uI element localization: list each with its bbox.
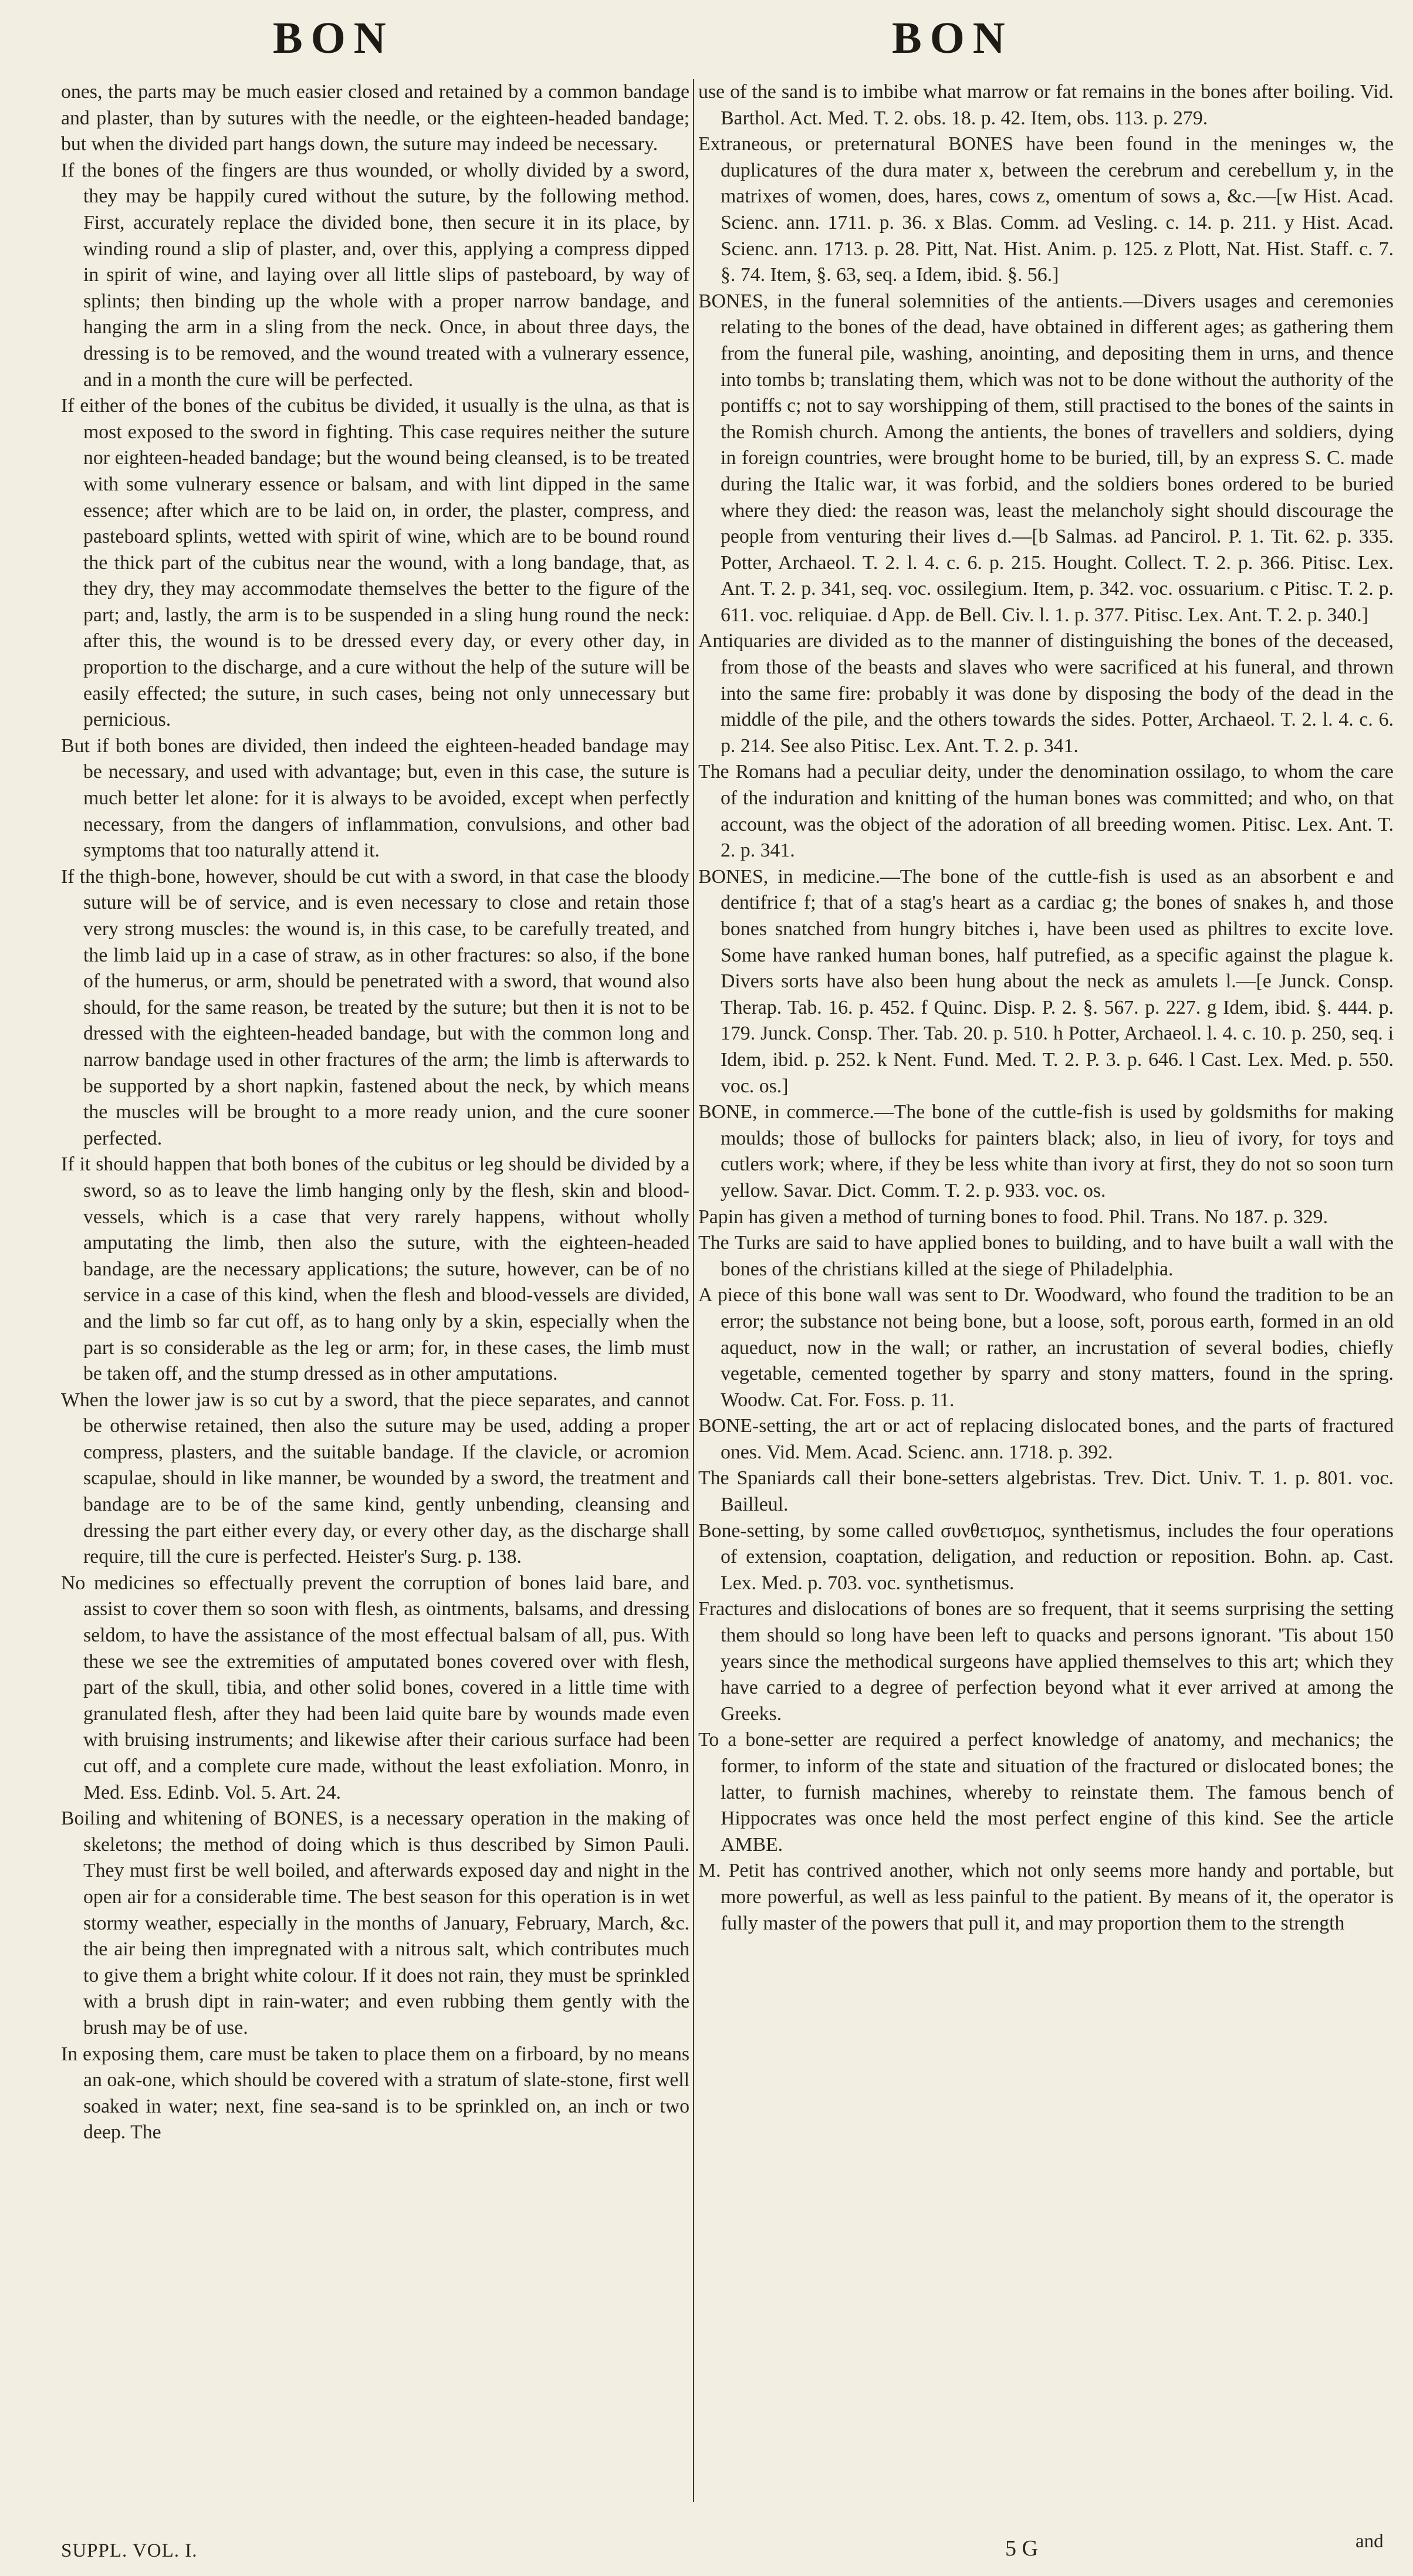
paragraph: In exposing them, care must be taken to place them on a firboard, by no means an oak-one, which should be covered with a stratum of slate-stone, first well soaked in water; next, fine sea-sand is to be sprinkled on, an inch or two deep. The bbox=[61, 2043, 689, 2144]
paragraph: use of the sand is to imbibe what marrow or fat remains in the bones after boiling. Vid. Barthol. Act. Med. T. 2. obs. 18. p. 42. Item, obs. 113. p. 279. bbox=[698, 81, 1394, 129]
paragraph: If either of the bones of the cubitus be divided, it usually is the ulna, as that is most exposed to the sword in fighting. This case requires neither the suture nor eighteen-headed bandage; but the wound being cleansed, is to be treated with some vulnerary essence or balsam, and with lint dipped in the same essence; after which are to be laid on, in order, the plaster, compress, and pasteboard splints, wetted with spirit of wine, which are to be bound round the thick part of the cubitus near the wound, with a long bandage, that, as they dry, they may accommodate themselves the better to the figure of the part; and, lastly, the arm is to be suspended in a sling hung round the neck: after this, the wound is to be dressed every day, or every other day, in proportion to the discharge, and a cure without the help of the suture will be easily effected; the suture, in such cases, being not only unnecessary but pernicious. bbox=[61, 395, 689, 731]
paragraph: When the lower jaw is so cut by a sword, that the piece separates, and cannot be otherwise retained, then also the suture may be used, adding a proper compress, plasters, and the suitable bandage. If the clavicle, or acromion scapulae, should in like manner, be wounded by a sword, the treatment and bandage are to be of the same kind, gently unbending, cleansing and dressing the part either every day, or every other day, as the discharge shall require, till the cure is perfected. Heister's Surg. p. 138. bbox=[61, 1389, 689, 1568]
paragraph: Bone-setting, by some called συνθετισμος, synthetismus, includes the four operations of extension, coaptation, deligation, and reduction or reposition. Bohn. ap. Cast. Lex. Med. p. 703. voc. synthetismus. bbox=[698, 1519, 1394, 1594]
paragraph: ones, the parts may be much easier closed and retained by a common bandage and plaster, than by sutures with the needle, or the eighteen-headed bandage; but when the divided part hangs down, the suture may indeed be necessary. bbox=[61, 81, 689, 155]
entry-bone-setting: BONE-setting, the art or act of replacing dislocated bones, and the parts of fractured ones. Vid. Mem. Acad. Scienc. ann. 1718. p. 392. bbox=[698, 1415, 1394, 1463]
running-head-left: BON bbox=[273, 13, 394, 63]
paragraph: Papin has given a method of turning bones to food. Phil. Trans. No 187. p. 329. bbox=[698, 1206, 1329, 1228]
entry-bone-commerce: BONE, in commerce.—The bone of the cuttle-fish is used by goldsmiths for making moulds; those of bullocks for painters black; also, in lieu of ivory, for toys and cutlers work; where, if they be less white than ivory at first, they do not so soon turn yellow. Savar. Dict. Comm. T. 2. p. 933. voc. os. bbox=[698, 1101, 1394, 1201]
running-head-right: BON bbox=[892, 13, 1013, 63]
paragraph: If it should happen that both bones of the cubitus or leg should be divided by a sword, so as to leave the limb hanging only by the flesh, skin and blood-vessels, which is a case that very rarely happens, without wholly amputating the limb, then also the suture, with the eighteen-headed bandage, are the necessary applications; the suture, however, can be of no service in a case of this kind, when the flesh and blood-vessels are divided, and the limb so far cut off, as to hang only by a skin, especially when the part is so considerable as the leg or arm; for, in these cases, the limb must be taken off, and the stump dressed as in other amputations. bbox=[61, 1153, 689, 1385]
catchword: and bbox=[1355, 2531, 1384, 2552]
paragraph: But if both bones are divided, then indeed the eighteen-headed bandage may be necessary, and used with advantage; but, even in this case, the suture is much better let alone: for it is always to be avoided, except when perfectly necessary, from the dangers of inflammation, convulsions, and other bad symptoms that too naturally attend it. bbox=[61, 734, 689, 862]
right-column bbox=[698, 79, 1394, 1937]
paragraph: A piece of this bone wall was sent to Dr. Woodward, who found the tradition to be an error; the substance not being bone, but a loose, soft, porous earth, formed in an old aqueduct, now in the wall; or rather, an incrustation of several bodies, chiefly vegetable, cemented together by sparry and stony matters, found in the spring. Woodw. Cat. For. Foss. p. 11. bbox=[698, 1284, 1394, 1411]
paragraph: To a bone-setter are required a perfect knowledge of anatomy, and mechanics; the former, to inform of the state and situation of the fractured or dislocated bones; the latter, to furnish machines, whereby to reinstate them. The famous bench of Hippocrates was once held the most perfect engine of this kind. See the article AMBE. bbox=[698, 1729, 1394, 1856]
paragraph: No medicines so effectually prevent the corruption of bones laid bare, and assist to cover them so soon with flesh, as ointments, balsams, and dressing seldom, to have the assistance of the most effectual balsam of all, pus. With these we see the extremities of amputated bones covered over with flesh, part of the skull, tibia, and other solid bones, covered in a little time with granulated flesh, after they had been laid quite bare by wounds made even with bruising instruments; and likewise after their carious surface had been cut off, and a complete cure made, without the least exfoliation. Monro, in Med. Ess. Edinb. Vol. 5. Art. 24. bbox=[61, 1572, 689, 1803]
paragraph: Antiquaries are divided as to the manner of distinguishing the bones of the deceased, from those of the beasts and slaves who were sacrificed at his funeral, and thrown into the same fire: probably it was done by disposing the body of the dead in the middle of the pile, and the others towards the sides. Potter, Archaeol. T. 2. l. 4. c. 6. p. 214. See also Pitisc. Lex. Ant. T. 2. p. 341. bbox=[698, 630, 1394, 757]
paragraph: The Spaniards call their bone-setters algebristas. Trev. Dict. Univ. T. 1. p. 801. voc. Bailleul. bbox=[698, 1467, 1394, 1516]
signature-mark: 5 G bbox=[1005, 2536, 1038, 2561]
entry-extraneous-bones: Extraneous, or preternatural BONES have been found in the meninges w, the duplicatures of the dura mater x, between the cerebrum and cerebellum y, in the matrixes of women, does, hares, cows z, omentum of sows a, &c.—[w Hist. Acad. Scienc. ann. 1711. p. 36. x Blas. Comm. ad Vesling. c. 14. p. 211. y Hist. Acad. Scienc. ann. 1713. p. 28. Pitt, Nat. Hist. Anim. p. 125. z Plott, Nat. Hist. Staff. c. 7. §. 74. Item, §. 63, seq. a Idem, ibid. §. 56.] bbox=[698, 133, 1394, 286]
left-column bbox=[61, 79, 689, 2146]
paragraph: Fractures and dislocations of bones are so frequent, that it seems surprising the setting them should so long have been left to quacks and persons ignorant. 'Tis about 150 years since the methodical surgeons have applied themselves to this art; which they have carried to a degree of perfection beyond what it ever arrived at among the Greeks. bbox=[698, 1598, 1394, 1725]
entry-bones-funeral: BONES, in the funeral solemnities of the antients.—Divers usages and ceremonies relating to the bones of the dead, have obtained in different ages; as gathering them from the funeral pile, washing, anointing, and depositing them in urns, and thence into tombs b; translating them, which was not to be done without the authority of the pontiffs c; not to say worshipping of them, still practised to the bones of the saints in the Romish church. Among the antients, the bones of travellers and soldiers, dying in foreign countries, were brought home to be buried, till, by an express S. C. made during the Italic war, it was forbid, and the soldiers bones ordered to be buried where they died: the reason was, least the melancholy sight should discourage the people from venturing their lives d.—[b Salmas. ad Pancirol. P. 1. Tit. 62. p. 335. Potter, Archaeol. T. 2. l. 4. c. 6. p. 215. Hought. Collect. T. 2. p. 366. Pitisc. Lex. Ant. T. 2. p. 341, seq. voc. ossilegium. Item, p. 342. voc. ossuarium. c Pitisc. T. 2. p. 611. voc. reliquiae. d App. de Bell. Civ. l. 1. p. 377. Pitisc. Lex. Ant. T. 2. p. 340.] bbox=[698, 290, 1394, 626]
paragraph: If the thigh-bone, however, should be cut with a sword, in that case the bloody suture will be of service, and is even necessary to close and retain those very strong muscles: the wound is, in this case, to be carefully treated, and the limb laid up in a case of straw, as in other fractures: so also, if the bone of the humerus, or arm, should be penetrated with a sword, that wound also should, for the same reason, be treated by the suture; but then it is not to be dressed with the eighteen-headed bandage, but with the common long and narrow bandage used in other fractures of the arm; the limb is afterwards to be supported by a short napkin, fastened about the neck, by which means the muscles will be brought to a more ready union, and the cure sooner perfected. bbox=[61, 865, 689, 1149]
volume-label: SUPPL. VOL. I. bbox=[61, 2540, 198, 2561]
entry-bones-medicine: BONES, in medicine.—The bone of the cuttle-fish is used as an absorbent e and dentifrice f; that of a stag's heart as a cardiac g; the bones of snakes h, and those bones snatched from hungry bitches i, have been used as philtres to excite love. Some have ranked human bones, half putrefied, as a specific against the plague k. Divers sorts have also been hung about the neck as amulets l.—[e Junck. Consp. Therap. Tab. 16. p. 452. f Quinc. Disp. P. 2. §. 567. p. 227. g Idem, ibid. §. 444. p. 179. Junck. Consp. Ther. Tab. 20. p. 510. h Potter, Archaeol. l. 4. c. 10. p. 250, seq. i Idem, ibid. p. 252. k Nent. Fund. Med. T. 2. P. 3. p. 646. l Cast. Lex. Med. p. 550. voc. os.] bbox=[698, 865, 1394, 1097]
column-divider bbox=[693, 79, 694, 2502]
paragraph: The Turks are said to have applied bones to building, and to have built a wall with the bones of the christians killed at the siege of Philadelphia. bbox=[698, 1232, 1394, 1280]
paragraph: M. Petit has contrived another, which not only seems more handy and portable, but more powerful, as well as less painful to the patient. By means of it, the operator is fully master of the powers that pull it, and may proportion them to the strength bbox=[698, 1860, 1394, 1934]
paragraph: The Romans had a peculiar deity, under the denomination ossilago, to whom the care of the induration and knitting of the human bones was committed; and who, on that account, was the object of the adoration of all breeding women. Pitisc. Lex. Ant. T. 2. p. 341. bbox=[698, 761, 1394, 862]
entry-boiling-whitening: Boiling and whitening of BONES, is a necessary operation in the making of skeletons; the method of doing which is thus described by Simon Pauli. They must first be well boiled, and afterwards exposed day and night in the open air for a considerable time. The best season for this operation is in wet stormy weather, especially in the months of January, February, March, &c. the air being then impregnated with a nitrous salt, which contributes much to give them a bright white colour. If it does not rain, they must be sprinkled with a brush dipt in rain-water; and even rubbing them gently with the brush may be of use. bbox=[61, 1807, 689, 2039]
paragraph: If the bones of the fingers are thus wounded, or wholly divided by a sword, they may be happily cured without the suture, by the following method. First, accurately replace the divided bone, then secure it in its place, by winding round a slip of plaster, and, over this, applying a compress dipped in spirit of wine, and laying over all little slips of pasteboard, by way of splints; then binding up the whole with a proper narrow bandage, and hanging the arm in a sling from the neck. Once, in about three days, the dressing is to be removed, and the wound treated with a vulnerary essence, and in a month the cure will be perfected. bbox=[61, 159, 689, 391]
